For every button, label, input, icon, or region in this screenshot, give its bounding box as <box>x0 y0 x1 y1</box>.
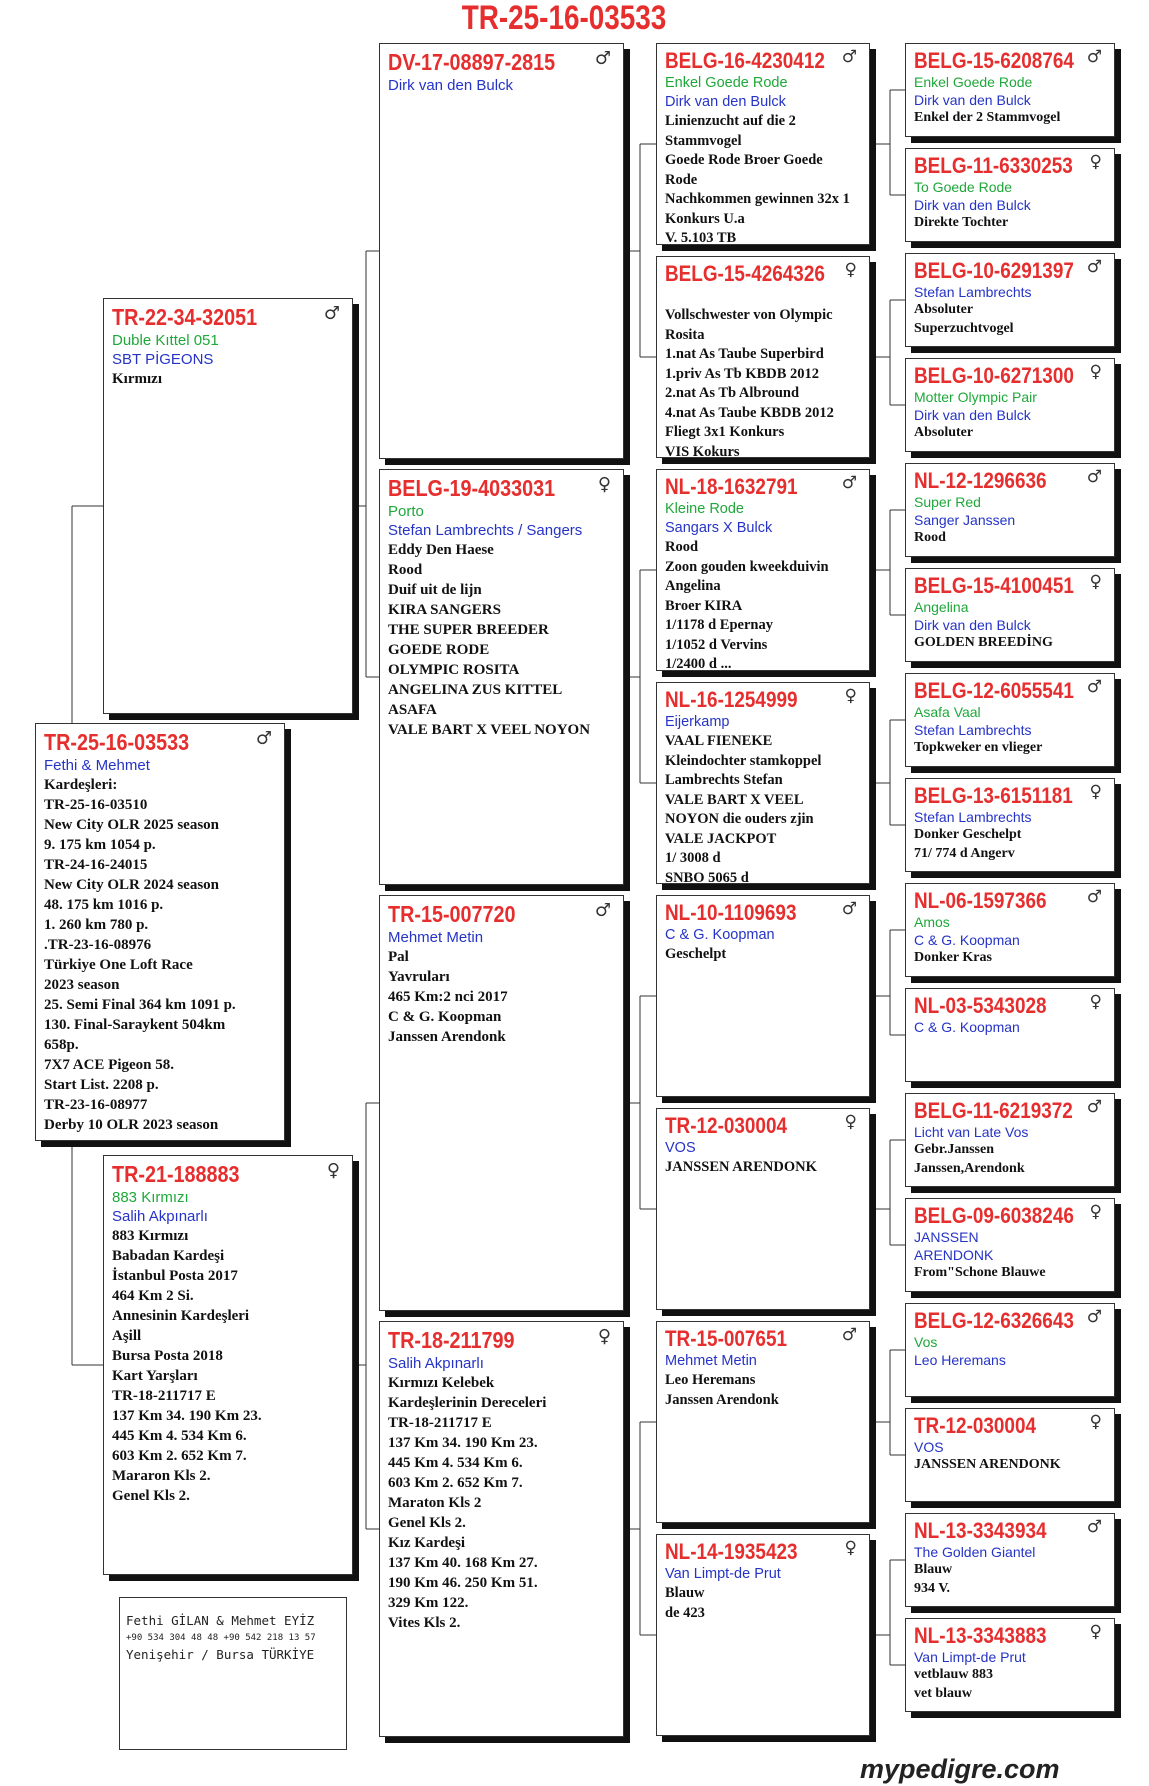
female-symbol-icon: ♀ <box>844 686 857 706</box>
note-line: THE SUPER BREEDER <box>388 622 549 638</box>
pigeon-card-belg-11-6219372[interactable] <box>905 1093 1115 1187</box>
pigeon-name: Enkel Goede Rode <box>665 75 788 91</box>
female-symbol-icon: ♀ <box>597 474 611 495</box>
male-symbol-icon: ♂ <box>1086 1517 1102 1537</box>
note-line: Genel Kls 2. <box>388 1515 466 1531</box>
ring-number: BELG-15-4100451 <box>914 573 1074 598</box>
note-line: Kart Yarşları <box>112 1368 198 1384</box>
note-line: Vollschwester von Olympic <box>665 307 833 323</box>
pigeon-card-tr-18-211799[interactable] <box>379 1321 624 1737</box>
ring-number: TR-15-007651 <box>665 1326 788 1351</box>
ring-number: TR-25-16-03533 <box>44 729 190 755</box>
contact-location: Yenişehir / Bursa TÜRKİYE <box>126 1647 315 1662</box>
pedigree-notes <box>914 1561 1108 1598</box>
note-line: 2.nat As Tb Albround <box>665 385 800 401</box>
note-line: GOEDE RODE <box>388 642 490 658</box>
note-line: New City OLR 2024 season <box>44 877 219 893</box>
note-line: Kırmızı Kelebek <box>388 1375 495 1391</box>
pigeon-card-belg-10-6271300[interactable] <box>905 358 1115 452</box>
note-line: VALE BART X VEEL <box>665 791 804 808</box>
note-line: 658p. <box>44 1037 79 1053</box>
note-line: Kırmızı <box>112 371 162 387</box>
ring-number: BELG-12-6055541 <box>914 678 1074 703</box>
note-line: 25. Semi Final 364 km 1091 p. <box>44 997 236 1013</box>
note-line: vetblauw 883 <box>914 1667 993 1682</box>
male-symbol-icon: ♂ <box>841 47 857 67</box>
note-line: ASAFA <box>388 702 437 718</box>
owner-name: Dirk van den Bulck <box>914 92 1031 108</box>
note-line: 603 Km 2. 652 Km 7. <box>388 1475 523 1491</box>
pigeon-card-tr-22-34-32051[interactable] <box>103 298 353 714</box>
ring-number: NL-16-1254999 <box>665 687 798 712</box>
note-line: Enkel der 2 Stammvogel <box>914 110 1061 125</box>
ring-number: NL-06-1597366 <box>914 888 1047 913</box>
owner-name: Fethi & Mehmet <box>44 757 150 774</box>
female-symbol-icon: ♀ <box>844 260 857 280</box>
note-line: Kız Kardeşi <box>388 1535 466 1551</box>
owner-name: Stefan Lambrechts <box>914 284 1032 300</box>
pigeon-name: Kleine Rode <box>665 501 744 517</box>
note-line: Kleindochter stamkoppel <box>665 752 822 769</box>
pigeon-card-tr-15-007651[interactable] <box>656 1321 870 1523</box>
pigeon-name: Vos <box>914 1334 938 1350</box>
pigeon-name: Enkel Goede Rode <box>914 74 1033 90</box>
note-line: Topkweker en vlieger <box>914 740 1043 755</box>
ring-number: BELG-15-6208764 <box>914 48 1074 73</box>
pedigree-notes <box>388 1373 617 1633</box>
note-line: Donker Kras <box>914 950 992 965</box>
owner-name: Mehmet Metin <box>388 929 484 946</box>
note-line: From"Schone Blauwe <box>914 1265 1046 1280</box>
owner-name: Mehmet Metin <box>665 1353 757 1369</box>
note-line: Yavruları <box>388 969 450 985</box>
ring-number: BELG-11-6330253 <box>914 153 1073 178</box>
note-line: Lambrechts Stefan <box>665 772 783 788</box>
note-line: Babadan Kardeşi <box>112 1248 225 1264</box>
ring-number: BELG-16-4230412 <box>665 48 825 73</box>
note-line: Rosita <box>665 326 705 343</box>
note-line: 329 Km 122. <box>388 1595 469 1611</box>
pigeon-card-nl-12-1296636[interactable] <box>905 463 1115 557</box>
owner-name: VOS <box>914 1439 944 1455</box>
pigeon-card-nl-13-3343883[interactable] <box>905 1618 1115 1712</box>
note-line: 71/ 774 d Angerv <box>914 845 1015 861</box>
note-line: Angelina <box>665 578 721 594</box>
pedigree-notes <box>914 301 1108 338</box>
owner-name: ARENDONK <box>914 1247 994 1263</box>
pigeon-name: Asafa Vaal <box>914 704 981 720</box>
note-line: Annesinin Kardeşleri <box>112 1308 250 1324</box>
pigeon-card-belg-10-6291397[interactable] <box>905 253 1115 347</box>
male-symbol-icon: ♂ <box>841 1325 857 1345</box>
male-symbol-icon: ♂ <box>1086 887 1102 907</box>
pigeon-card-nl-14-1935423[interactable] <box>656 1534 870 1736</box>
note-line: 137 Km 40. 168 Km 27. <box>388 1555 538 1571</box>
pedigree-notes <box>914 1666 1108 1703</box>
pigeon-card-belg-15-4264326[interactable] <box>656 256 870 458</box>
note-line: vet blauw <box>914 1685 972 1701</box>
watermark: mypedigre.com <box>860 1754 1060 1784</box>
note-line: VALE JACKPOT <box>665 830 777 847</box>
pigeon-card-dv-17-08897-2815[interactable] <box>379 43 624 459</box>
note-line: NOYON die ouders zjin <box>665 811 814 827</box>
female-symbol-icon: ♀ <box>1089 1622 1102 1642</box>
note-line: C & G. Koopman <box>388 1009 502 1025</box>
note-line: Genel Kls 2. <box>112 1488 190 1504</box>
note-line: 445 Km 4. 534 Km 6. <box>112 1428 247 1444</box>
note-line: Zoon gouden kweekduivin <box>665 558 829 575</box>
ring-number: BELG-11-6219372 <box>914 1098 1073 1123</box>
note-line: 1.nat As Taube Superbird <box>665 346 824 362</box>
note-line: .TR-23-16-08976 <box>44 937 152 953</box>
note-line: de 423 <box>665 1604 705 1621</box>
pedigree-notes <box>914 424 1108 443</box>
pigeon-card-belg-15-6208764[interactable] <box>905 43 1115 137</box>
pigeon-card-nl-16-1254999[interactable] <box>656 682 870 884</box>
ring-number: TR-21-188883 <box>112 1161 240 1187</box>
female-symbol-icon: ♀ <box>1089 1412 1102 1432</box>
ring-number: BELG-10-6271300 <box>914 363 1074 388</box>
note-line: 1. 260 km 780 p. <box>44 917 149 933</box>
note-line: TR-18-211717 E <box>112 1388 216 1404</box>
female-symbol-icon: ♀ <box>1089 152 1102 172</box>
note-line: New City OLR 2025 season <box>44 817 219 833</box>
pedigree-notes <box>914 109 1108 128</box>
owner-name: JANSSEN <box>914 1229 979 1245</box>
ring-number: NL-13-3343883 <box>914 1623 1047 1648</box>
owner-name: Stefan Lambrechts / Sangers <box>388 522 583 539</box>
pedigree-notes <box>665 732 863 884</box>
pigeon-card-belg-19-4033031[interactable] <box>379 469 624 885</box>
contact-names: Fethi GİLAN & Mehmet EYİZ <box>126 1613 315 1628</box>
pedigree-notes <box>112 369 346 389</box>
note-line: Absoluter <box>914 425 974 440</box>
pigeon-name: Duble Kıttel 051 <box>112 332 219 349</box>
owner-name: VOS <box>665 1140 696 1156</box>
male-symbol-icon: ♂ <box>1086 467 1102 487</box>
note-line: Linienzucht auf die 2 <box>665 113 796 129</box>
pedigree-notes <box>665 1584 863 1623</box>
owner-name: Van Limpt-de Prut <box>665 1566 781 1582</box>
note-line: 934 V. <box>914 1580 951 1596</box>
owner-name: Dirk van den Bulck <box>388 77 514 94</box>
female-symbol-icon: ♀ <box>844 1112 857 1132</box>
pedigree-notes <box>388 540 617 740</box>
note-line: 48. 175 km 1016 p. <box>44 897 164 913</box>
note-line: TR-24-16-24015 <box>44 857 148 873</box>
ring-number: BELG-12-6326643 <box>914 1308 1074 1333</box>
note-line: 445 Km 4. 534 Km 6. <box>388 1455 523 1471</box>
owner-name: C & G. Koopman <box>665 927 775 943</box>
pedigree-notes <box>914 1264 1108 1283</box>
note-line: Janssen Arendonk <box>665 1391 779 1408</box>
note-line: Janssen Arendonk <box>388 1029 506 1045</box>
pigeon-name: To Goede Rode <box>914 179 1013 195</box>
owner-name: Dirk van den Bulck <box>914 407 1031 423</box>
male-symbol-icon: ♂ <box>594 900 611 921</box>
pedigree-notes <box>112 1226 346 1506</box>
owner-name: Dirk van den Bulck <box>665 94 786 110</box>
note-line: OLYMPIC ROSITA <box>388 662 520 678</box>
note-line: Nachkommen gewinnen 32x 1 <box>665 191 850 207</box>
pedigree-notes <box>914 214 1108 233</box>
owner-name: Dirk van den Bulck <box>914 617 1031 633</box>
male-symbol-icon: ♂ <box>255 728 272 749</box>
note-line: 1/2400 d ... <box>665 656 732 671</box>
note-line: Türkiye One Loft Race <box>44 957 193 973</box>
note-line: Donker Geschelpt <box>914 827 1022 842</box>
male-symbol-icon: ♂ <box>841 899 857 919</box>
note-line: Goede Rode Broer Goede <box>665 152 823 168</box>
pigeon-name: Angelina <box>914 599 969 615</box>
owner-name: Sanger Janssen <box>914 512 1016 528</box>
pigeon-card-belg-16-4230412[interactable] <box>656 43 870 245</box>
male-symbol-icon: ♂ <box>1086 47 1102 67</box>
ring-number: NL-13-3343934 <box>914 1518 1047 1543</box>
note-line: Pal <box>388 949 409 965</box>
note-line: 137 Km 34. 190 Km 23. <box>388 1435 538 1451</box>
male-symbol-icon: ♂ <box>1086 257 1102 277</box>
note-line: Gebr.Janssen <box>914 1142 995 1157</box>
ring-number: BELG-09-6038246 <box>914 1203 1074 1228</box>
ring-number: TR-12-030004 <box>665 1113 788 1138</box>
note-line: Janssen,Arendonk <box>914 1160 1025 1176</box>
note-line: 883 Kırmızı <box>112 1228 189 1244</box>
pedigree-notes <box>665 112 863 245</box>
pigeon-card-nl-18-1632791[interactable] <box>656 469 870 671</box>
pigeon-name: Motter Olympic Pair <box>914 389 1037 405</box>
pedigree-notes <box>914 949 1108 968</box>
male-symbol-icon: ♂ <box>323 303 340 324</box>
note-line: SNBO 5065 d <box>665 869 749 884</box>
male-symbol-icon: ♂ <box>1086 677 1102 697</box>
pigeon-card-belg-11-6330253[interactable] <box>905 148 1115 242</box>
owner-name: Eijerkamp <box>665 714 730 730</box>
pigeon-card-belg-13-6151181[interactable] <box>905 778 1115 872</box>
pigeon-name: 883 Kırmızı <box>112 1189 189 1206</box>
ring-number: TR-12-030004 <box>914 1413 1037 1438</box>
note-line: 464 Km 2 Si. <box>112 1288 194 1304</box>
owner-name: Sangars X Bulck <box>665 520 773 536</box>
owner-name: Leo Heremans <box>914 1352 1006 1368</box>
pedigree-notes <box>914 826 1108 863</box>
note-line: 9. 175 km 1054 p. <box>44 837 156 853</box>
note-line: Aşill <box>112 1328 142 1344</box>
note-line: ANGELINA ZUS KITTEL <box>388 682 563 698</box>
female-symbol-icon: ♀ <box>1089 572 1102 592</box>
note-line: Blauw <box>665 1585 705 1601</box>
pedigree-notes <box>914 529 1108 548</box>
owner-name: Van Limpt-de Prut <box>914 1649 1026 1665</box>
ring-number: BELG-13-6151181 <box>914 783 1073 808</box>
pigeon-card-tr-15-007720[interactable] <box>379 895 624 1311</box>
pigeon-card-belg-09-6038246[interactable] <box>905 1198 1115 1292</box>
note-line: JANSSEN ARENDONK <box>665 1159 817 1175</box>
ring-number: NL-18-1632791 <box>665 474 798 499</box>
ring-number: DV-17-08897-2815 <box>388 49 556 75</box>
note-line: Derby 10 OLR 2023 season <box>44 1117 219 1133</box>
note-line: Vites Kls 2. <box>388 1615 461 1631</box>
note-line: VIS Kokurs <box>665 443 740 458</box>
note-line: 137 Km 34. 190 Km 23. <box>112 1408 262 1424</box>
pigeon-card-nl-06-1597366[interactable] <box>905 883 1115 977</box>
note-line: Stammvogel <box>665 132 742 149</box>
female-symbol-icon: ♀ <box>1089 362 1102 382</box>
pedigree-notes <box>665 945 863 965</box>
note-line: Mararon Kls 2. <box>112 1468 211 1484</box>
female-symbol-icon: ♀ <box>1089 992 1102 1012</box>
owner-name: Licht van Late Vos <box>914 1124 1029 1140</box>
pedigree-notes <box>665 1371 863 1410</box>
note-line: Duif uit de lijn <box>388 582 482 598</box>
note-line: GOLDEN BREEDİNG <box>914 635 1053 650</box>
pedigree-notes <box>44 775 278 1135</box>
pigeon-name: Super Red <box>914 494 981 510</box>
pigeon-name: Amos <box>914 914 950 930</box>
note-line: 4.nat As Taube KBDB 2012 <box>665 404 834 421</box>
note-line: VAAL FIENEKE <box>665 733 773 749</box>
note-line: 1/1178 d Epernay <box>665 617 773 633</box>
note-line: 1.priv As Tb KBDB 2012 <box>665 365 820 382</box>
note-line: Rood <box>388 562 423 578</box>
owner-name: Stefan Lambrechts <box>914 809 1032 825</box>
pigeon-card-tr-12-030004[interactable] <box>656 1108 870 1310</box>
note-line: Geschelpt <box>665 946 727 962</box>
note-line: Rood <box>914 530 946 545</box>
female-symbol-icon: ♀ <box>326 1160 340 1181</box>
note-line: Absoluter <box>914 302 974 317</box>
pigeon-card-belg-15-4100451[interactable] <box>905 568 1115 662</box>
note-line: 603 Km 2. 652 Km 7. <box>112 1448 247 1464</box>
note-line: Leo Heremans <box>665 1372 756 1388</box>
pedigree-notes <box>914 739 1108 758</box>
owner-name: SBT PİGEONS <box>112 351 214 368</box>
note-line: V. 5.103 TB <box>665 230 737 245</box>
pigeon-card-tr-21-188883[interactable] <box>103 1155 353 1575</box>
ring-number: TR-15-007720 <box>388 901 516 927</box>
note-line: JANSSEN ARENDONK <box>914 1457 1061 1472</box>
pedigree-notes <box>665 306 863 458</box>
pedigree-notes <box>914 1456 1108 1475</box>
ring-number: BELG-19-4033031 <box>388 475 556 501</box>
ring-number: BELG-10-6291397 <box>914 258 1074 283</box>
pigeon-card-belg-12-6326643[interactable] <box>905 1303 1115 1397</box>
note-line: Rood <box>665 539 699 555</box>
pigeon-card-tr-25-16-03533[interactable] <box>35 723 285 1141</box>
ring-number: TR-18-211799 <box>388 1327 515 1353</box>
note-line: 465 Km:2 nci 2017 <box>388 989 508 1005</box>
male-symbol-icon: ♂ <box>594 48 611 69</box>
note-line: Eddy Den Haese <box>388 542 494 558</box>
ring-number: NL-14-1935423 <box>665 1539 798 1564</box>
note-line: Rode <box>665 171 698 188</box>
note-line: 1/1052 d Vervins <box>665 636 768 653</box>
page-title: TR-25-16-03533 <box>461 0 667 37</box>
male-symbol-icon: ♂ <box>1086 1097 1102 1117</box>
owner-name: C & G. Koopman <box>914 1019 1020 1035</box>
male-symbol-icon: ♂ <box>1086 1307 1102 1327</box>
pigeon-card-nl-10-1109693[interactable] <box>656 895 870 1097</box>
owner-name: Dirk van den Bulck <box>914 197 1031 213</box>
note-line: 130. Final-Saraykent 504km <box>44 1017 226 1033</box>
note-line: Start List. 2208 p. <box>44 1077 159 1093</box>
note-line: KIRA SANGERS <box>388 602 501 618</box>
owner-name: Salih Akpınarlı <box>388 1355 484 1372</box>
note-line: VALE BART X VEEL NOYON <box>388 722 591 738</box>
note-line: Bursa Posta 2018 <box>112 1348 223 1364</box>
ring-number: TR-22-34-32051 <box>112 304 258 330</box>
note-line: 190 Km 46. 250 Km 51. <box>388 1575 538 1591</box>
note-line: 1/ 3008 d <box>665 850 721 866</box>
female-symbol-icon: ♀ <box>597 1326 611 1347</box>
note-line: Kardeşlerinin Dereceleri <box>388 1395 547 1411</box>
owner-name: C & G. Koopman <box>914 932 1020 948</box>
note-line: Superzuchtvogel <box>914 320 1014 336</box>
note-line: İstanbul Posta 2017 <box>112 1268 238 1284</box>
note-line: Blauw <box>914 1562 953 1577</box>
note-line: Broer KIRA <box>665 597 743 614</box>
contact-phones: +90 534 304 48 48 +90 542 218 13 57 <box>126 1633 316 1643</box>
note-line: Konkurs U.a <box>665 210 745 227</box>
pedigree-notes <box>388 947 617 1047</box>
female-symbol-icon: ♀ <box>1089 782 1102 802</box>
breeder-contact-box <box>119 1597 347 1750</box>
note-line: TR-18-211717 E <box>388 1415 492 1431</box>
pigeon-card-tr-12-030004[interactable] <box>905 1408 1115 1502</box>
note-line: 2023 season <box>44 977 120 993</box>
note-line: TR-25-16-03510 <box>44 797 148 813</box>
note-line: Fliegt 3x1 Konkurs <box>665 424 785 440</box>
pedigree-notes <box>914 634 1108 653</box>
pigeon-card-nl-03-5343028[interactable] <box>905 988 1115 1082</box>
note-line: TR-23-16-08977 <box>44 1097 148 1113</box>
ring-number: NL-03-5343028 <box>914 993 1047 1018</box>
note-line: Direkte Tochter <box>914 215 1009 230</box>
ring-number: NL-10-1109693 <box>665 900 797 925</box>
note-line: Kardeşleri: <box>44 777 118 793</box>
ring-number: BELG-15-4264326 <box>665 261 825 286</box>
note-line: Maraton Kls 2 <box>388 1495 482 1511</box>
pigeon-name: Porto <box>388 503 424 520</box>
male-symbol-icon: ♂ <box>841 473 857 493</box>
pedigree-notes <box>665 1158 863 1178</box>
pigeon-card-belg-12-6055541[interactable] <box>905 673 1115 767</box>
female-symbol-icon: ♀ <box>1089 1202 1102 1222</box>
pedigree-notes <box>665 538 863 671</box>
owner-name: The Golden Giantel <box>914 1544 1036 1560</box>
ring-number: NL-12-1296636 <box>914 468 1047 493</box>
note-line: 7X7 ACE Pigeon 58. <box>44 1057 175 1073</box>
pedigree-notes <box>914 1141 1108 1178</box>
female-symbol-icon: ♀ <box>844 1538 857 1558</box>
owner-name: Salih Akpınarlı <box>112 1208 208 1225</box>
pigeon-card-nl-13-3343934[interactable] <box>905 1513 1115 1607</box>
owner-name: Stefan Lambrechts <box>914 722 1032 738</box>
